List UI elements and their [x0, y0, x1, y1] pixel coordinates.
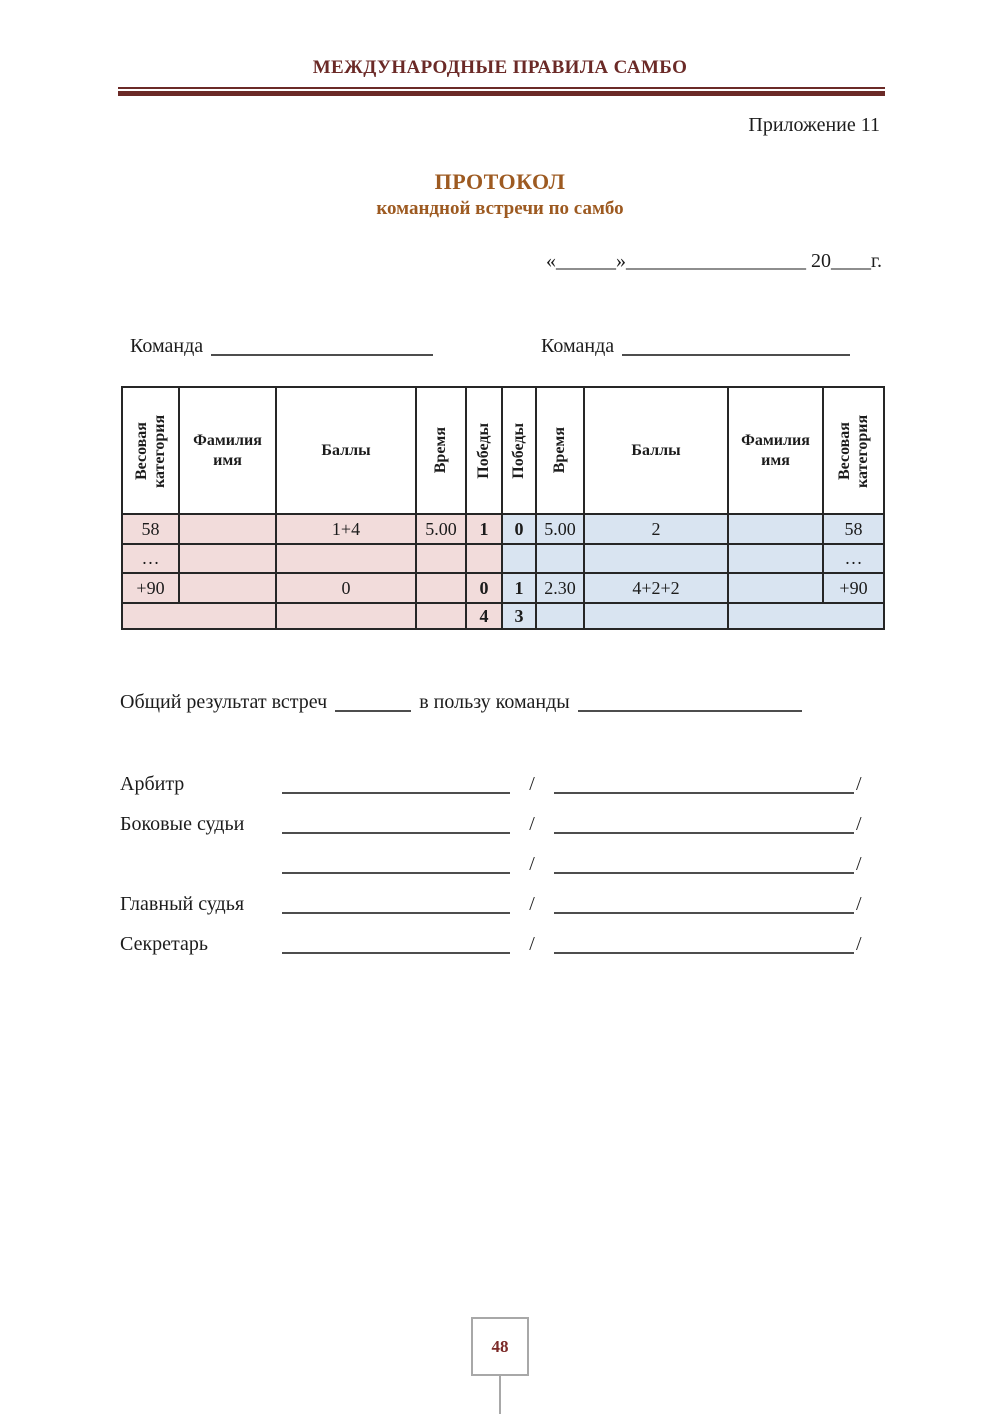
totals-points-left — [276, 603, 416, 629]
cell-name-right — [728, 544, 823, 573]
slash-terminator: / — [856, 893, 862, 915]
table-totals-row — [122, 603, 884, 629]
totals-merged-right — [728, 603, 884, 629]
cell-weight-right: 58 — [823, 514, 884, 544]
official-signature-blank-line — [554, 814, 854, 834]
slash-terminator: / — [856, 773, 862, 795]
appendix-label: Приложение 11 — [748, 114, 880, 136]
team-right-row — [541, 332, 850, 358]
cell-weight-right: … — [823, 544, 884, 573]
official-name-blank-line — [282, 814, 510, 834]
table-row — [122, 573, 884, 603]
cell-wins-right: 0 — [502, 514, 536, 544]
col-header-points-left — [276, 387, 416, 514]
cell-points-left — [276, 544, 416, 573]
weight-header-text: Весовая категория — [835, 413, 871, 488]
official-row-chief-judge — [120, 890, 862, 916]
time-header-text: Время — [551, 427, 569, 474]
cell-time-right: 2.30 — [536, 573, 584, 603]
cell-name-right — [728, 514, 823, 544]
page-number-stem-line — [499, 1374, 501, 1414]
page-number-box — [471, 1317, 529, 1376]
official-label: Секретарь — [120, 933, 209, 955]
cell-time-left: 5.00 — [416, 514, 466, 544]
doc-title: ПРОТОКОЛ — [434, 169, 566, 194]
team-right-label: Команда — [541, 335, 615, 357]
header-rule-thick — [118, 91, 885, 96]
official-label: Боковые судьи — [120, 813, 245, 835]
cell-points-right — [584, 544, 728, 573]
wins-header-text: Победы — [475, 422, 493, 479]
official-signature-blank-line — [554, 934, 854, 954]
cell-points-left: 1+4 — [276, 514, 416, 544]
official-row-side-judges — [120, 810, 862, 836]
cell-time-left — [416, 573, 466, 603]
cell-name-left — [179, 544, 276, 573]
official-signature-blank-line — [554, 774, 854, 794]
official-row-secretary — [120, 930, 862, 956]
overall-result-label: Общий результат встреч — [120, 691, 328, 713]
wins-header-text: Победы — [510, 422, 528, 479]
official-row-extra — [120, 850, 862, 876]
cell-wins-left: 1 — [466, 514, 502, 544]
official-signature-blank-line — [554, 894, 854, 914]
cell-points-right: 2 — [584, 514, 728, 544]
cell-wins-left — [466, 544, 502, 573]
official-row-referee — [120, 770, 862, 796]
cell-wins-right: 1 — [502, 573, 536, 603]
time-header-text: Время — [432, 427, 450, 474]
totals-merged-left — [122, 603, 276, 629]
cell-weight-left: +90 — [122, 573, 179, 603]
cell-points-right: 4+2+2 — [584, 573, 728, 603]
team-left-row — [130, 332, 433, 358]
cell-wins-left: 0 — [466, 573, 502, 603]
name-header-text: Фамилия имя — [741, 431, 810, 469]
cell-weight-left: … — [122, 544, 179, 573]
weight-header-text: Весовая категория — [132, 413, 168, 488]
cell-weight-right: +90 — [823, 573, 884, 603]
slash-terminator: / — [856, 813, 862, 835]
cell-name-left — [179, 573, 276, 603]
official-name-blank-line — [282, 774, 510, 794]
totals-wins-left: 4 — [466, 603, 502, 629]
col-header-name-left — [179, 387, 276, 514]
col-header-wins-right — [502, 387, 536, 514]
col-header-weight-left — [122, 387, 179, 514]
protocol-table — [121, 386, 885, 630]
col-header-time-left — [416, 387, 466, 514]
cell-wins-right — [502, 544, 536, 573]
col-header-name-right — [728, 387, 823, 514]
slash-separator: / — [529, 813, 535, 835]
team-favor-blank-line — [578, 692, 802, 712]
page-number: 48 — [491, 1336, 509, 1356]
date-blank-line: «______»__________________ 20____г. — [546, 250, 882, 272]
totals-points-right — [584, 603, 728, 629]
slash-terminator: / — [856, 933, 862, 955]
slash-separator: / — [529, 893, 535, 915]
team-left-label: Команда — [130, 335, 204, 357]
overall-result-line — [120, 688, 802, 714]
official-name-blank-line — [282, 894, 510, 914]
cell-points-left: 0 — [276, 573, 416, 603]
totals-wins-right: 3 — [502, 603, 536, 629]
totals-time-right — [536, 603, 584, 629]
name-header-text: Фамилия имя — [193, 431, 262, 469]
cell-name-left — [179, 514, 276, 544]
slash-separator: / — [529, 773, 535, 795]
official-label: Главный судья — [120, 893, 245, 915]
running-head-title: МЕЖДУНАРОДНЫЕ ПРАВИЛА САМБО — [312, 57, 688, 78]
col-header-weight-right — [823, 387, 884, 514]
col-header-points-right — [584, 387, 728, 514]
slash-separator: / — [529, 853, 535, 875]
cell-time-right — [536, 544, 584, 573]
header-rule-thin — [118, 87, 885, 89]
cell-name-right — [728, 573, 823, 603]
team-right-blank-line — [622, 336, 850, 356]
slash-separator: / — [529, 933, 535, 955]
totals-time-left — [416, 603, 466, 629]
team-left-blank-line — [211, 336, 433, 356]
slash-terminator: / — [856, 853, 862, 875]
official-name-blank-line — [282, 934, 510, 954]
table-row — [122, 544, 884, 573]
points-header-text: Баллы — [631, 441, 681, 459]
points-header-text: Баллы — [321, 441, 371, 459]
table-header-row — [122, 387, 884, 514]
col-header-time-right — [536, 387, 584, 514]
cell-weight-left: 58 — [122, 514, 179, 544]
doc-subtitle: командной встречи по самбо — [376, 198, 624, 219]
official-signature-blank-line — [554, 854, 854, 874]
official-name-blank-line — [282, 854, 510, 874]
col-header-wins-left — [466, 387, 502, 514]
official-label: Арбитр — [120, 773, 185, 795]
cell-time-right: 5.00 — [536, 514, 584, 544]
result-blank-line — [335, 692, 411, 712]
cell-time-left — [416, 544, 466, 573]
table-row — [122, 514, 884, 544]
in-favor-label: в пользу команды — [419, 691, 570, 713]
